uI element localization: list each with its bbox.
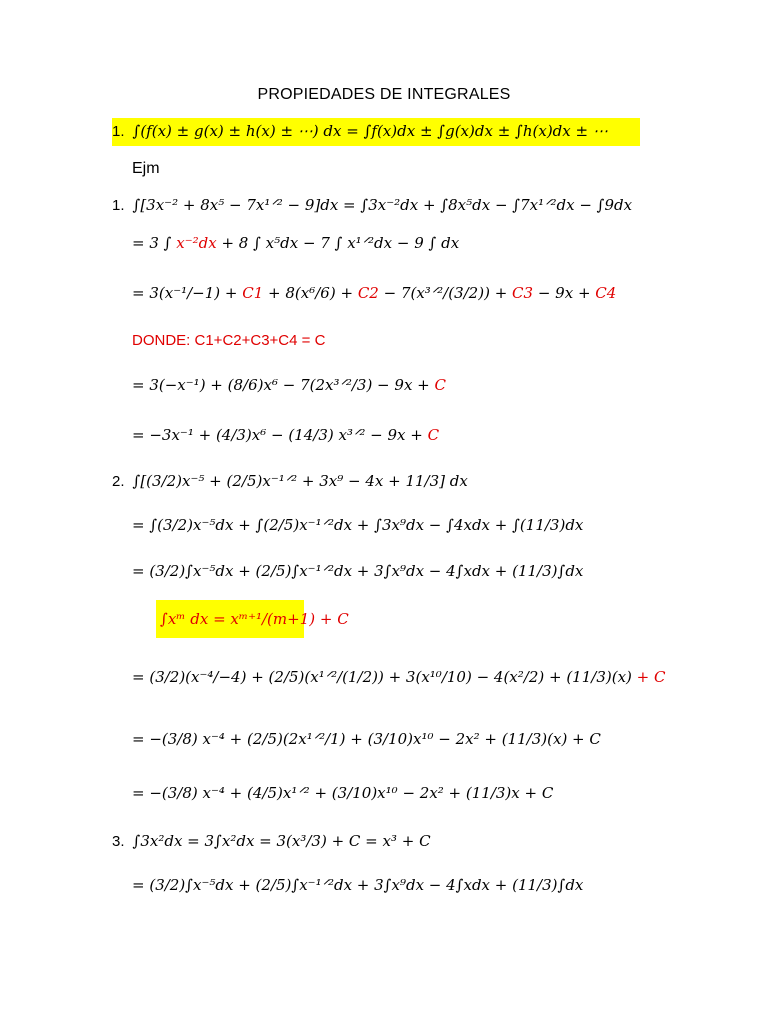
example-2-step-4: = −(3/8) x⁻⁴ + (2/5)(2x¹ᐟ²/1) + (3/10)x¹⁰ − 2x² + (11/3)(x) + C [132, 730, 601, 748]
example-1-result: = −3x⁻¹ + (4/3)x⁶ − (14/3) x³ᐟ² − 9x + C [132, 426, 440, 444]
example-1-step-1: = 3 ∫ x⁻²dx + 8 ∫ x⁵dx − 7 ∫ x¹ᐟ²dx − 9 ∫ dx [132, 234, 460, 252]
property-rule [112, 122, 608, 140]
example-label: Ejm [132, 160, 160, 177]
example-1-step-2: = 3(x⁻¹/−1) + C1 + 8(x⁶/6) + C2 − 7(x³ᐟ²/(3/2)) + C3 − 9x + C4 [132, 284, 617, 302]
example-1-step-3: = 3(−x⁻¹) + (8/6)x⁶ − 7(2x³ᐟ²/3) − 9x + C [132, 376, 446, 394]
example-1-statement: 1. ∫[3x⁻² + 8x⁵ − 7x¹ᐟ² − 9]dx = ∫3x⁻²dx + ∫8x⁵dx − ∫7x¹ᐟ²dx − ∫9dx [112, 196, 633, 214]
page-title: PROPIEDADES DE INTEGRALES [257, 86, 511, 103]
constants-note: DONDE: C1+C2+C3+C4 = C [132, 332, 326, 349]
power-rule: ∫xᵐ dx = xᵐ⁺¹/(m+1) + C [160, 610, 349, 628]
rule-text: ∫(f(x) ± g(x) ± h(x) ± ⋯) dx = ∫f(x)dx ± ∫g(x)dx ± ∫h(x)dx ± ⋯ [132, 122, 608, 140]
example-2-result: = −(3/8) x⁻⁴ + (4/5)x¹ᐟ² + (3/10)x¹⁰ − 2x² + (11/3)x + C [132, 784, 554, 802]
example-3-statement: 3. ∫3x²dx = 3∫x²dx = 3(x³/3) + C = x³ + C [112, 832, 431, 850]
example-2-step-2: = (3/2)∫x⁻⁵dx + (2/5)∫x⁻¹ᐟ²dx + 3∫x⁹dx − 4∫xdx + (11/3)∫dx [132, 562, 584, 580]
example-2-statement: 2. ∫[(3/2)x⁻⁵ + (2/5)x⁻¹ᐟ² + 3x⁹ − 4x + 11/3] dx [112, 472, 468, 490]
item-number: 1. [112, 123, 125, 140]
example-3-step-1: = (3/2)∫x⁻⁵dx + (2/5)∫x⁻¹ᐟ²dx + 3∫x⁹dx − 4∫xdx + (11/3)∫dx [132, 876, 584, 894]
example-2-step-1: = ∫(3/2)x⁻⁵dx + ∫(2/5)x⁻¹ᐟ²dx + ∫3x⁹dx − ∫4xdx + ∫(11/3)dx [132, 516, 584, 534]
example-2-step-3: = (3/2)(x⁻⁴/−4) + (2/5)(x¹ᐟ²/(1/2)) + 3(x¹⁰/10) − 4(x²/2) + (11/3)(x) + C [132, 668, 666, 686]
